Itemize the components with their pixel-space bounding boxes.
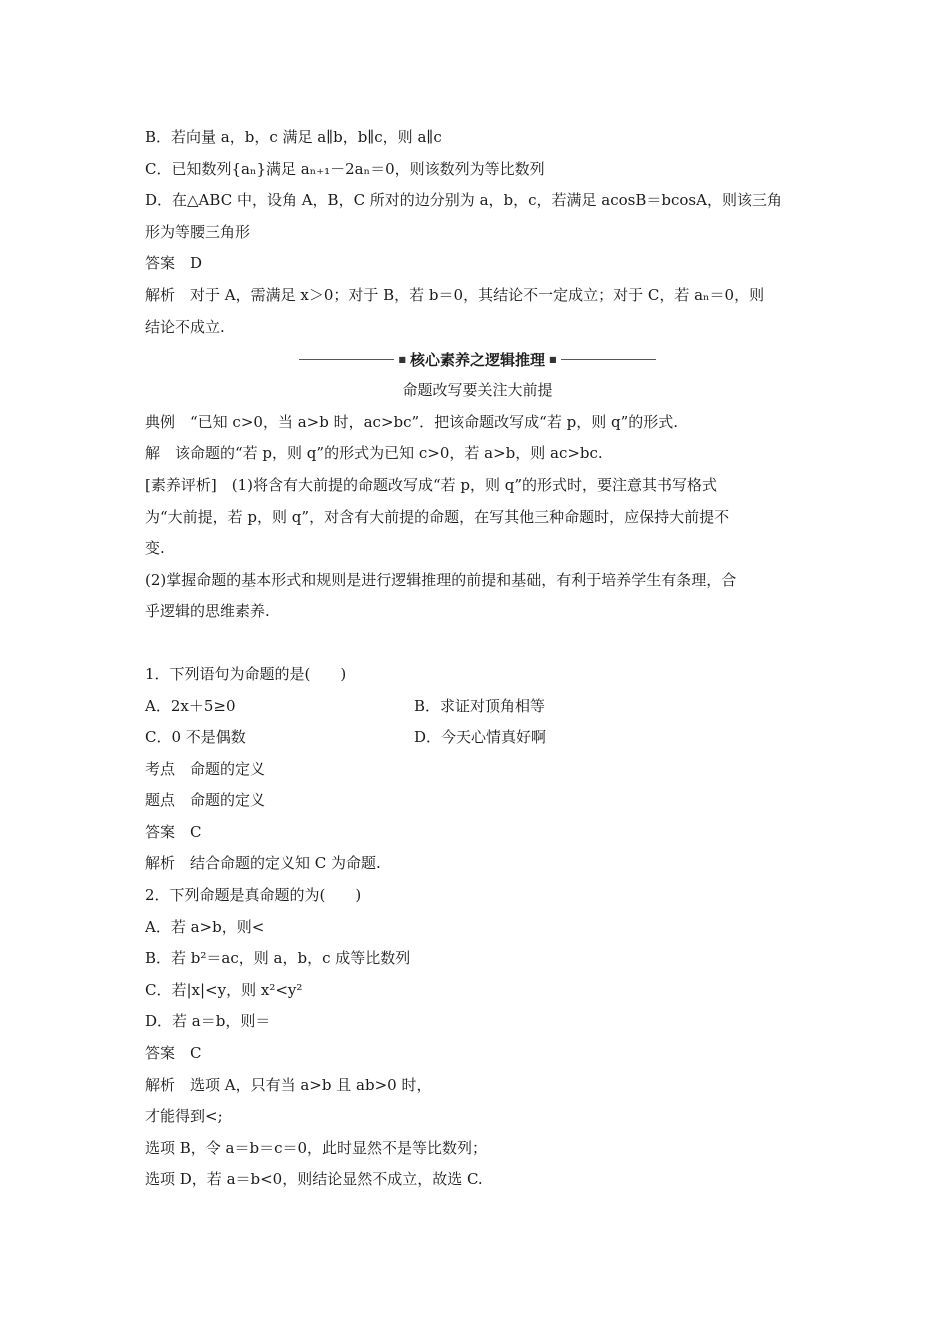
banner-rule-left <box>299 359 394 360</box>
q1-topic: 题点 命题的定义 <box>145 791 266 810</box>
evaluation-line-4: (2)掌握命题的基本形式和规则是进行逻辑推理的前提和基础，有利于培养学生有条理，合 <box>145 570 737 589</box>
q2-option-a: A．若 a>b，则< <box>145 917 265 936</box>
question-1-options-cd <box>145 722 810 754</box>
option-c: C．已知数列{aₙ}满足 aₙ₊₁－2aₙ＝0，则该数列为等比数列 <box>145 159 545 178</box>
banner-square-icon: ■ <box>398 354 406 364</box>
q1-analysis: 解析 结合命题的定义知 C 为命题. <box>145 854 381 873</box>
q2-analysis-line-1: 解析 选项 A，只有当 a>b 且 ab>0 时， <box>145 1075 432 1094</box>
example-problem: 典例 “已知 c>0，当 a>b 时，ac>bc”．把该命题改写成“若 p，则 q”的形式. <box>145 412 679 431</box>
banner-rule-right <box>561 359 656 360</box>
q2-answer: 答案 C <box>145 1044 202 1063</box>
answer: 答案 D <box>145 254 203 273</box>
q1-option-d: D．今天心情真好啊 <box>414 728 547 747</box>
option-d-line-1: D．在△ABC 中，设角 A，B，C 所对的边分别为 a，b，c，若满足 acosB＝bcosA，则该三角 <box>145 191 782 210</box>
q1-option-c: C．0 不是偶数 <box>145 728 246 747</box>
q2-option-d: D．若 a＝b，则＝ <box>145 1012 271 1031</box>
banner-square-icon: ■ <box>549 354 557 364</box>
analysis-line-2: 结论不成立. <box>145 317 225 336</box>
option-b: B．若向量 a，b，c 满足 a∥b，b∥c，则 a∥c <box>145 128 442 146</box>
q2-analysis-line-2: 才能得到<; <box>145 1107 223 1126</box>
q2-analysis-line-3: 选项 B，令 a＝b＝c＝0，此时显然不是等比数列； <box>145 1138 488 1157</box>
q1-option-a: A．2x＋5≥0 <box>145 696 236 715</box>
evaluation-line-5: 乎逻辑的思维素养. <box>145 602 270 621</box>
q2-analysis-line-4: 选项 D，若 a＝b<0，则结论显然不成立，故选 C. <box>145 1170 483 1189</box>
analysis-line-1: 解析 对于 A，需满足 x＞0；对于 B，若 b＝0，其结论不一定成立；对于 C，若 aₙ＝0，则 <box>145 285 765 304</box>
banner-title: 核心素养之逻辑推理 <box>409 350 545 369</box>
q1-answer: 答案 C <box>145 822 202 841</box>
q2-option-b: B．若 b²＝ac，则 a，b，c 成等比数列 <box>145 949 411 968</box>
evaluation-line-2: 为“大前提，若 p，则 q”，对含有大前提的命题，在写其他三种命题时，应保持大前提不 <box>145 507 730 526</box>
section-banner <box>145 343 810 375</box>
q1-point: 考点 命题的定义 <box>145 759 266 778</box>
question-2-stem: 2．下列命题是真命题的为( ) <box>145 886 362 905</box>
evaluation-line-3: 变. <box>145 539 165 558</box>
example-solution: 解 该命题的“若 p，则 q”的形式为已知 c>0，若 a>b，则 ac>bc. <box>145 444 603 463</box>
q1-option-b: B．求证对顶角相等 <box>414 696 546 715</box>
option-d-line-2: 形为等腰三角形 <box>145 222 251 241</box>
example-heading: 命题改写要关注大前提 <box>402 381 553 400</box>
document-page <box>145 122 810 1196</box>
evaluation-line-1: [素养评析] (1)将含有大前提的命题改写成“若 p，则 q”的形式时，要注意其书写格式 <box>145 475 718 494</box>
question-1-stem: 1．下列语句为命题的是( ) <box>145 664 347 683</box>
question-1-options-ab <box>145 691 810 723</box>
q2-option-c: C．若|x|<y，则 x²<y² <box>145 980 303 999</box>
